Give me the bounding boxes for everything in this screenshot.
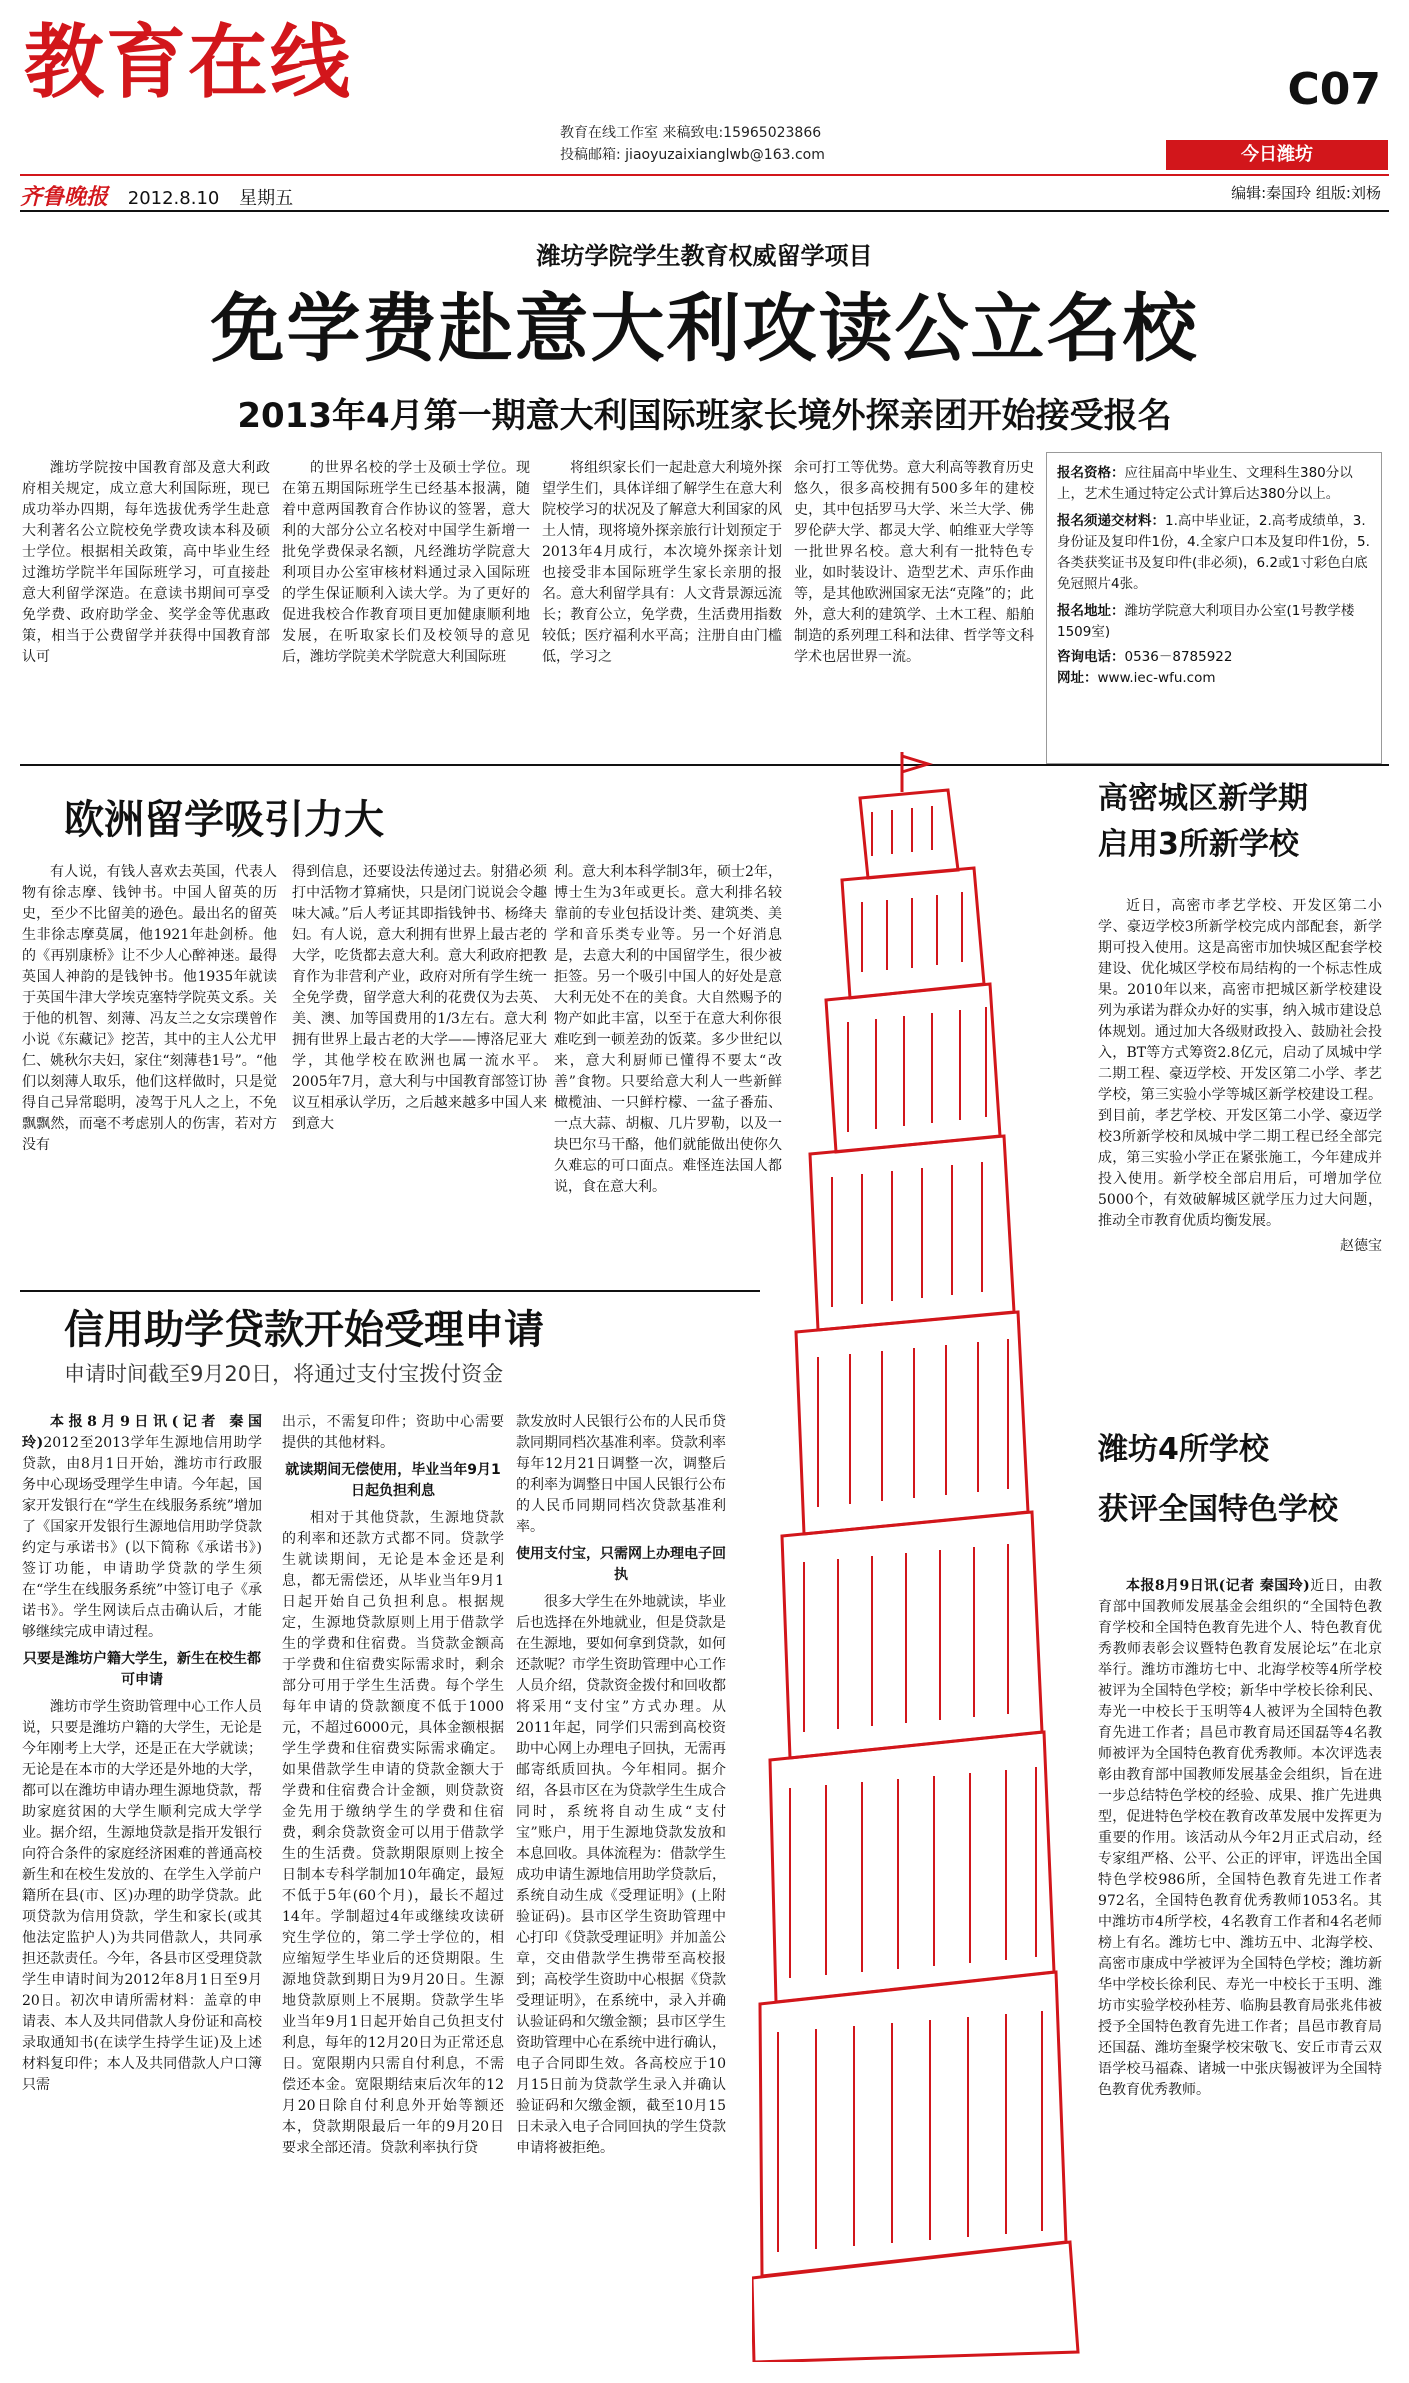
page-code: C07: [1287, 64, 1381, 115]
section-title: 教育在线: [24, 16, 352, 109]
weifang-byline: 本报8月9日讯(记者 秦国玲): [1126, 1578, 1310, 1594]
divider: [20, 764, 1389, 766]
divider: [20, 1290, 760, 1292]
weifang-title: 潍坊4所学校 获评全国特色学校: [1098, 1432, 1338, 1527]
dateline: [20, 180, 1389, 208]
lead-column-4: 余可打工等优势。意大利高等教育历史悠久，很多高校拥有500多年的建校史，其中包括罗马大学、米兰大学、佛罗伦萨大学、都灵大学、帕维亚大学等一批世界名校。意大利有一批特色专业，如时装设计、造型艺术、声乐作曲等，是其他欧洲国家无法“克隆”的；此外，意大利的建筑学、土木工程、船舶制造的系列理工科和法律、哲学等文科学术也居世界一流。: [794, 460, 1034, 665]
issue-date: 2012.8.10: [127, 188, 220, 209]
loan-subhead-1: 只要是潍坊户籍大学生，新生在校生都可申请: [23, 1651, 261, 1688]
divider: [20, 174, 1389, 176]
registration-info-box: 报名资格：应往届高中毕业生、文理科生380分以上，艺术生通过特定公式计算后达380分以上。 报名须递交材料：1.高中毕业证，2.高考成绩单，3.身份证及复印件1份，4.全家户口本及复印件1份，5.各类获奖证书及复印件(非必须)，6.2或1寸彩色白底免冠照片4张。 报名地址：潍坊学院意大利项目办公室(1号教学楼1509室) 咨询电话：0536－8785922 网址：www.iec-wfu.com: [1046, 452, 1382, 764]
loan-subhead-2: 就读期间无偿使用，毕业当年9月1日起负担利息: [285, 1462, 501, 1499]
leaning-tower-illustration: [752, 752, 1092, 2362]
loan-byline: 本报8月9日讯(记者 秦国玲): [22, 1414, 262, 1451]
lead-column-3: 将组织家长们一起赴意大利境外探望学生们，具体详细了解学生在意大利院校学习的状况及了解意大利国家的风土人情，现将境外探亲旅行计划预定于2013年4月成行，本次境外探亲计划也接受非本国际班学生家长亲朋的报名。意大利留学具有：人文背景源远流长；教育公立，免学费，生活费用指数较低；医疗福利水平高；注册自由门槛低，学习之: [542, 460, 782, 665]
email-line: 投稿邮箱: jiaoyuzaixianglwb@163.com: [560, 147, 825, 163]
loan-column-2: 出示，不需复印件；资助中心需要提供的其他材料。 就读期间无偿使用，毕业当年9月1日起负担利息 相对于其他贷款，生源地贷款的利率和还款方式都不同。贷款学生就读期间，无论是本金还是利息，都无需偿还，从毕业当年9月1日起开始自己负担利息。根据规定，生源地贷款原则上用于借款学生的学费和住宿费。当贷款金额高于学费和住宿费实际需求时，剩余部分可用于学生生活费。每个学生每年申请的贷款额度不低于1000元，不超过6000元，具体金额根据学生学费和住宿费实际需求确定。如果借款学生申请的贷款金额大于学费和住宿费合计金额，则贷款资金先用于缴纳学生的学费和住宿费，剩余贷款资金可以用于借款学生的生活费。贷款期限原则上按全日制本专科学制加10年确定，最短不低于5年(60个月)，最长不超过14年。学制超过4年或继续攻读研究生学位的，第二学士学位的，相应缩短学生毕业后的还贷期限。生源地贷款到期日为9月20日。生源地贷款原则上不展期。贷款学生毕业当年9月1日起开始自己负担支付利息，每年的12月20日为正常还息日。宽限期内只需自付利息，不需偿还本金。宽限期结束后次年的12月20日除自付利息外开始等额还本，贷款期限最后一年的9月20日要求全部还清。贷款利率执行贷: [282, 1414, 504, 2156]
loan-column-3: 款发放时人民银行公布的人民币贷款同期同档次基准利率。贷款利率每年12月21日调整一次，调整后的利率为调整日中国人民银行公布的人民币同期同档次贷款基准利率。 使用支付宝，只需网上办理电子回执 很多大学生在外地就读，毕业后也选择在外地就业，但是贷款是在生源地，要如何拿到贷款，如何还款呢？市学生资助管理中心工作人员介绍，贷款资金拨付和回收都将采用“支付宝”方式办理。从2011年起，同学们只需到高校资助中心网上办理电子回执，无需再邮寄纸质回执。今年相同。据介绍，各县市区在为贷款学生生成合同时，系统将自动生成“支付宝”账户，用于生源地贷款发放和本息回收。具体流程为：借款学生成功申请生源地信用助学贷款后，系统自动生成《受理证明》(上附验证码)。县市区学生资助管理中心打印《贷款受理证明》并加盖公章，交由借款学生携带至高校报到；高校学生资助中心根据《贷款受理证明》，在系统中，录入并确认验证码和欠缴金额；县市区学生资助管理中心在系统中进行确认，电子合同即生效。各高校应于10月15日前为贷款学生录入并确认验证码和欠缴金额，截至10月15日未录入电子合同回执的学生贷款申请将被拒绝。: [516, 1414, 726, 2156]
loan-title: 信用助学贷款开始受理申请: [64, 1307, 544, 1353]
gaomi-author: 赵德宝: [1340, 1238, 1382, 1254]
studio-line: 教育在线工作室 来稿致电:15965023866: [560, 125, 822, 141]
europe-title: 欧洲留学吸引力大: [64, 797, 384, 843]
loan-subhead-3: 使用支付宝，只需网上办理电子回执: [516, 1546, 726, 1583]
weekday: 星期五: [239, 188, 294, 209]
lead-column-1: 潍坊学院按中国教育部及意大利政府相关规定，成立意大利国际班，现已成功举办四期，每年选拔优秀学生赴意大利著名公立院校免学费攻读本科及硕士学位。根据相关政策，高中毕业生经过潍坊学院半年国际班学习，可直接赴意大利留学深造。在意读书期间可享受免学费、政府助学金、奖学金等优惠政策，相当于公费留学并获得中国教育部认可: [22, 460, 270, 665]
gaomi-title: 高密城区新学期 启用3所新学校: [1098, 781, 1308, 862]
region-label: 今日潍坊: [1166, 140, 1388, 170]
loan-subtitle: 申请时间截至9月20日，将通过支付宝拨付资金: [64, 1362, 504, 1386]
divider: [20, 210, 1389, 212]
europe-column-2: 得到信息，还要设法传递过去。射猎必须打中活物才算痛快，只是闭门说说会令趣味大减。”后人考证其即指钱钟书、杨绛夫妇。有人说，意大利拥有世界上最古老的大学，吃货都去意大利。意大利政府把教育作为非营利产业，政府对所有学生统一全免学费，留学意大利的花费仅为去英、美、澳、加等国费用的1/3左右。意大利拥有世界上最古老的大学——博洛尼亚大学，其他学校在欧洲也属一流水平。2005年7月，意大利与中国教育部签订协议互相承认学历，之后越来越多中国人来到意大: [292, 864, 547, 1132]
website-link[interactable]: www.iec-wfu.com: [1097, 670, 1216, 686]
weifang-body: 本报8月9日讯(记者 秦国玲)近日，由教育部中国教师发展基金会组织的“全国特色教育学校和全国特色教育先进个人、特色教育优秀教师表彰会议暨特色教育发展论坛”在北京举行。潍坊市潍坊七中、北海学校等4所学校被评为全国特色学校；新华中学校长徐利民、寿光一中校长于玉明等4人被评为全国特色教育先进工作者；昌邑市教育局还国磊等4名教师被评为全国特色教育优秀教师。本次评选表彰由教育部中国教师发展基金会组织，旨在进一步总结特色学校的经验、成果、推广先进典型，促进特色学校在教育改革发展中发挥更为重要的作用。该活动从今年2月正式启动，经专家组严格、公平、公正的评审，评选出全国特色学校986所，全国特色教育先进工作者972名，全国特色教育优秀教师1053名。其中潍坊市4所学校，4名教育工作者和4名老师榜上有名。潍坊七中、潍坊五中、北海学校、高密市康成中学被评为全国特色学校；潍坊新华中学校长徐利民、寿光一中校长于玉明、潍坊市实验学校孙桂芳、临朐县教育局张兆伟被授予全国特色教育先进工作者；昌邑市教育局还国磊、潍坊奎聚学校宋敬飞、安丘市青云双语学校马福森、诸城一中张庆锡被评为全国特色教育优秀教师。: [1098, 1578, 1383, 2098]
lead-kicker: 潍坊学院学生教育权威留学项目: [536, 242, 873, 270]
gaomi-body: 近日，高密市孝艺学校、开发区第二小学、豪迈学校3所新学校完成内部配套，新学期可投入使用。这是高密市加快城区配套学校建设、优化城区学校布局结构的一个标志性成果。2010年以来，高密市把城区新学校建设列为承诺为群众办好的实事，纳入城市建设总体规划。通过加大各级财政投入、鼓励社会投入，BT等方式筹资2.8亿元，启动了凤城中学二期工程、豪迈学校、开发区第二小学、孝艺学校，第三实验小学等城区新学校建设工程。到目前，孝艺学校、开发区第二小学、豪迈学校3所新学校和凤城中学二期工程已经全部完成，第三实验小学正在紧张施工，今年建成并投入使用。新学校全部启用后，可增加学位5000个，有效破解城区就学压力过大问题，推动全市教育优质均衡发展。 赵德宝: [1098, 896, 1382, 1257]
lead-column-2: 的世界名校的学士及硕士学位。现在第五期国际班学生已经基本报满，随着中意两国教育合作协议的签署，意大利的大部分公立名校对中国学生新增一批免学费保录名额，凡经潍坊学院意大利项目办公室审核材料通过录入国际班的学生保证顺利入读大学。为了更好的促进我校合作教育项目更加健康顺利地发展，在听取家长们及校领导的意见后，潍坊学院美术学院意大利国际班: [282, 460, 530, 665]
phone-number: 0536－8785922: [1124, 649, 1233, 665]
europe-column-1: 有人说，有钱人喜欢去英国，代表人物有徐志摩、钱钟书。中国人留英的历史，至少不比留美的逊色。最出名的留英生非徐志摩莫属，他1921年赴剑桥。他的《再别康桥》让不少人心醉神迷。最得英国人神韵的是钱钟书。他1935年就读于英国牛津大学埃克塞特学院英文系。关于他的机智、刻薄、冯友兰之女宗璞曾作小说《东藏记》挖苦，其中的主人公尤甲仁、姚秋尔夫妇，家住“刻薄巷1号”。“他们以刻薄人取乐，他们这样做时，只是觉得自己异常聪明，凌驾于凡人之上，不免飘飘然，而毫不考虑别人的伤害，若对方没有: [22, 864, 277, 1153]
lead-headline: 免学费赴意大利攻读公立名校: [210, 286, 1199, 372]
paper-name: 齐鲁晚报: [20, 185, 109, 210]
europe-column-3: 利。意大利本科学制3年，硕士2年，博士生为3年或更长。意大利排名较靠前的专业包括设计类、建筑类、美学和音乐类专业等。另一个好消息是，去意大利的中国留学生，很少被拒签。另一个吸引中国人的好处是意大利无处不在的美食。大自然赐予的物产如此丰富，以至于在意大利你很难吃到一顿差劲的饭菜。多少世纪以来，意大利厨师已懂得不要太“改善”食物。只要给意大利人一些新鲜橄榄油、一只鲜柠檬、一盆子番茄、一点大蒜、胡椒、几片罗勒，以及一块巴尔马干酪，他们就能做出使你久久难忘的可口面点。难怪连法国人都说，食在意大利。: [554, 864, 782, 1195]
editors: 编辑:秦国玲 组版:刘杨: [1231, 184, 1381, 202]
lead-subhead: 2013年4月第一期意大利国际班家长境外探亲团开始接受报名: [237, 396, 1172, 436]
loan-column-1: 本报8月9日讯(记者 秦国玲)2012至2013学年生源地信用助学贷款，由8月1日开始，潍坊市行政服务中心现场受理学生申请。今年起，国家开发银行在“学生在线服务系统”增加了《国家开发银行生源地信用助学贷款约定与承诺书》(以下简称《承诺书》)签订功能，申请助学贷款的学生须在“学生在线服务系统”中签订电子《承诺书》。学生网读后点击确认后，才能够继续完成申请过程。 只要是潍坊户籍大学生，新生在校生都可申请 潍坊市学生资助管理中心工作人员说，只要是潍坊户籍的大学生，无论是今年刚考上大学，还是正在大学就读；无论是在本市的大学还是外地的大学，都可以在潍坊申请办理生源地贷款，帮助家庭贫困的大学生顺利完成大学学业。据介绍，生源地贷款是指开发银行向符合条件的家庭经济困难的普通高校新生和在校生发放的、在学生入学前户籍所在县(市、区)办理的助学贷款。此项贷款为信用贷款，学生和家长(或其他法定监护人)为共同借款人，共同承担还款责任。今年，各县市区受理贷款学生申请时间为2012年8月1日至9月20日。初次申请所需材料：盖章的申请表、本人及共同借款人身份证和高校录取通知书(在读学生持学生证)及上述材料复印件；本人及共同借款人户口簿只需: [22, 1414, 263, 2093]
contact-info: [560, 122, 825, 166]
